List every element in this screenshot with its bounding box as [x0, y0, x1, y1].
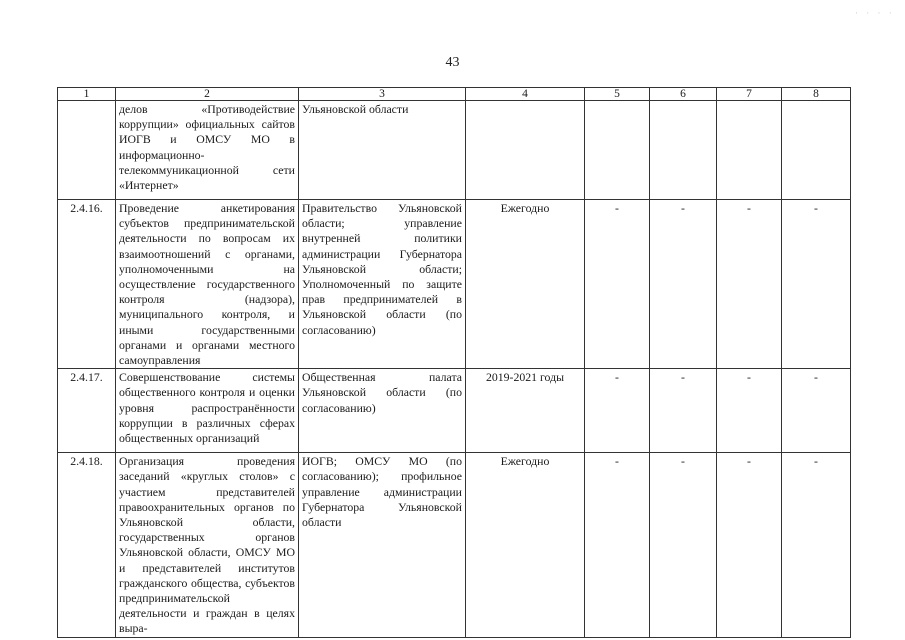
header-cell-3: 3: [299, 88, 466, 101]
responsible-parties: ИОГВ; ОМСУ МО (по согласованию); профильное управление администрации Губернатора Ульяновской области: [299, 453, 466, 637]
value-col-8: -: [782, 453, 851, 637]
header-cell-6: 6: [650, 88, 717, 101]
value-col-5: [585, 101, 650, 200]
value-col-7: -: [717, 453, 782, 637]
table-row: [58, 101, 851, 200]
term: 2019-2021 годы: [466, 369, 585, 453]
header-cell-5: 5: [585, 88, 650, 101]
term: [466, 101, 585, 200]
value-col-7: -: [717, 369, 782, 453]
column-number-row: [58, 88, 851, 101]
item-number: 2.4.18.: [58, 453, 116, 637]
page-number: 43: [445, 55, 460, 70]
item-number: [58, 101, 116, 200]
event-description: Проведение анкетирования субъектов предпринимательской деятельности по вопросам их взаимоотношений с органами, уполномоченными на осуществление государственного контроля (надзора), муниципального контроля, и иными государственными органами и органами местного самоуправления: [116, 200, 299, 369]
header-cell-4: 4: [466, 88, 585, 101]
value-col-8: -: [782, 200, 851, 369]
value-col-7: -: [717, 200, 782, 369]
scan-marks: · · · ·: [855, 8, 895, 18]
header-cell-2: 2: [116, 88, 299, 101]
value-col-8: [782, 101, 851, 200]
responsible-parties: Общественная палата Ульяновской области (по согласованию): [299, 369, 466, 453]
item-number: 2.4.16.: [58, 200, 116, 369]
event-description: делов «Противодействие коррупции» официальных сайтов ИОГВ и ОМСУ МО в информационно-телекоммуникационной сети «Интернет»: [116, 101, 299, 200]
event-description: Совершенствование системы общественного контроля и оценки уровня распространённости коррупции в различных сферах общественных организаций: [116, 369, 299, 453]
header-cell-8: 8: [782, 88, 851, 101]
event-description: Организация проведения заседаний «круглых столов» с участием представителей правоохранительных органов по Ульяновской области, государственных органов Ульяновской области, ОМСУ МО и представителей институтов гражданского общества, субъектов предпринимательской деятельности и граждан в целях выра-: [116, 453, 299, 637]
plan-table: [57, 87, 851, 638]
value-col-6: -: [650, 200, 717, 369]
value-col-5: -: [585, 453, 650, 637]
header-cell-7: 7: [717, 88, 782, 101]
item-number: 2.4.17.: [58, 369, 116, 453]
responsible-parties: Правительство Ульяновской области; управление внутренней политики администрации Губернатора Ульяновской области; Уполномоченный по защите прав предпринимателей в Ульяновской области (по согласованию): [299, 200, 466, 369]
header-cell-1: 1: [58, 88, 116, 101]
value-col-8: -: [782, 369, 851, 453]
responsible-parties: Ульяновской области: [299, 101, 466, 200]
term: Ежегодно: [466, 453, 585, 637]
term: Ежегодно: [466, 200, 585, 369]
table-row: [58, 369, 851, 453]
value-col-6: -: [650, 369, 717, 453]
value-col-6: [650, 101, 717, 200]
table-row: [58, 453, 851, 637]
value-col-5: -: [585, 369, 650, 453]
value-col-6: -: [650, 453, 717, 637]
table-row: [58, 200, 851, 369]
value-col-7: [717, 101, 782, 200]
value-col-5: -: [585, 200, 650, 369]
